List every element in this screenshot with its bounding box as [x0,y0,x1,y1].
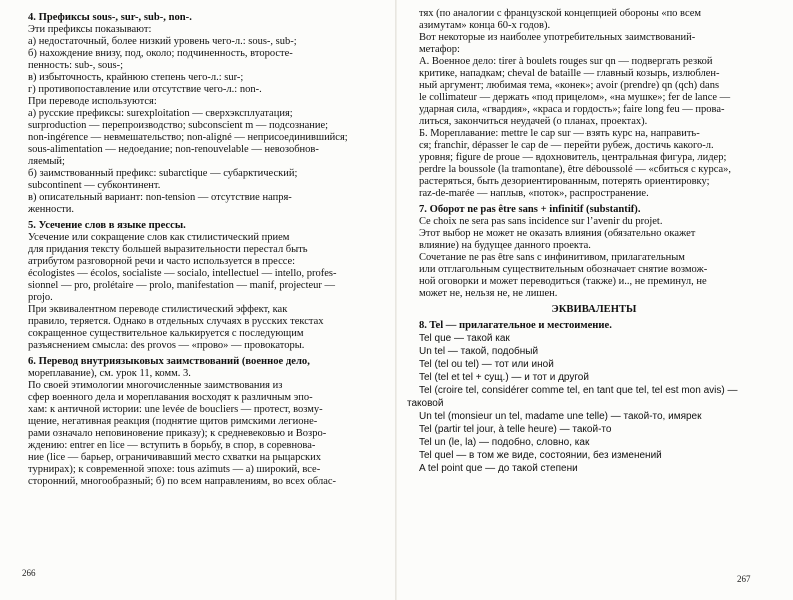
text-line: ляемый; [28,156,65,167]
text-line: А. Военное дело: tirer à boulets rouges sur qn — подвергать резкой [419,56,713,67]
text-line: щение, негативная реакция (поднятие щитов римскими легионе- [28,416,318,427]
equivalent-line: Tel que — такой как [419,333,510,344]
section-heading: 4. Префиксы sous-, sur-, sub-, non-. [28,12,192,23]
section-heading: 6. Перевод внутриязыковых заимствований (военное дело, [28,356,310,367]
text-line: Эти префиксы показывают: [28,24,152,35]
text-line: Усечение или сокращение слов как стилистический прием [28,232,290,243]
text-line: projo. [28,292,53,303]
equivalent-line: Tel (partir tel jour, à telle heure) — такой-то [419,424,612,435]
equivalent-line: Un tel (monsieur un tel, madame une telle) — такой-то, имярек [419,411,702,422]
text-line: женности. [28,204,75,215]
equivalent-line: Tel (tel ou tel) — тот или иной [419,359,554,370]
text-line: le collimateur — держать «под прицелом», «на мушке»; fer de lance — [419,92,731,103]
section-heading: 7. Оборот ne pas être sans + infinitif (substantif). [419,204,641,215]
page-number-right: 267 [737,574,751,584]
text-line: г) противопоставление или отсутствие чего-л.: non-. [28,84,262,95]
page-number-left: 266 [22,568,36,578]
text-line: ние (lice — барьер, ограничивавший место схватки на рыцарских [28,452,321,463]
text-line: в) избыточность, крайнюю степень чего-л.: sur-; [28,72,244,83]
text-line: ся; franchir, dépasser le cap de — перейти рубеж, достичь какого-л. [419,140,714,151]
text-line: сторонний, многообразный; б) по всем направлениям, во всех облас- [28,476,337,487]
equivalent-line: таковой [407,398,444,409]
equivalent-line: Tel (tel et tel + сущ.) — и тот и другой [419,372,589,383]
equivalent-line: Tel quel — в том же виде, состоянии, без изменений [419,450,662,461]
text-line: Б. Мореплавание: mettre le cap sur — взять курс на, направить- [419,128,700,139]
text-line: Сочетание ne pas être sans с инфинитивом, прилагательным [419,252,685,263]
text-line: raz-de-marée — наплыв, «поток», распространение. [419,188,649,199]
text-line: критике, нападкам; cheval de bataille — главный козырь, излюблен- [419,68,720,79]
text-line: Этот выбор не может не оказать влияния (обязательно окажет [419,228,696,239]
text-line: subcontinent — субконтинент. [28,180,161,191]
text-line: а) недостаточный, более низкий уровень чего-л.: sous-, sub-; [28,36,297,47]
text-line: может не, нельзя не, не лишен. [419,288,558,299]
equivalent-line: Un tel — такой, подобный [419,346,539,357]
text-line: écologistes — écolos, socialiste — socialo, intellectuel — intello, profes- [28,268,337,279]
text-line: сокращенное существительное калькируется с последующим [28,328,304,339]
text-line: sionnel — pro, prolétaire — prolo, manifestation — manif, projecteur — [28,280,336,291]
text-line: турнирах); к современной эпохе: tous azimuts — а) широкий, все- [28,464,321,475]
text-line: perdre la boussole (la tramontane), être déboussolé — «сбиться с курса», [419,164,732,175]
text-line: Вот некоторые из наиболее употребительных заимствований- [419,32,696,43]
text-line: При эквивалентном переводе стилистический эффект, как [28,304,288,315]
text-line: мореплавание), см. урок 11, комм. 3. [28,368,191,379]
text-line: sous-alimentation — недоедание; non-renouvelable — невозобнов- [28,144,319,155]
text-line: для придания тексту большей выразительности перестал быть [28,244,308,255]
text-line: ной оговорки и может переводиться (также) и.., не преминул, не [419,276,707,287]
text-line: литься, закончиться неудачей (о планах, проектах). [419,116,648,127]
text-line: тях (по аналогии с французской концепцией обороны «по всем [419,8,702,19]
section-heading: 8. Tel — прилагательное и местоимение. [419,320,612,331]
text-line: По своей этимологии многочисленные заимствования из [28,380,283,391]
equivalent-line: Tel (croire tel, considérer comme tel, en tant que tel, tel est mon avis) — [419,385,738,396]
text-line: уровня; figure de proue — вдохновитель, центральная фигура, лидер; [419,152,727,163]
equivalent-line: Tel un (le, la) — подобно, словно, как [419,437,590,448]
text-line: сфер военного дела и мореплавания восходят к различным эпо- [28,392,313,403]
text-line: атрибутом разговорной речи и часто используется в прессе: [28,256,296,267]
text-line: ударная сила, «гвардия», «краса и гордость»; faire long feu — прова- [419,104,725,115]
text-line: рами означало неповиновение приказу); к средневековью и Возро- [28,428,327,439]
text-line: или отглагольным существительным обозначает снятие возмож- [419,264,708,275]
chapter-heading: ЭКВИВАЛЕНТЫ [551,304,637,315]
text-line: хам: к античной истории: une levée de boucliers — протест, возму- [28,404,323,415]
text-line: При переводе используются: [28,96,157,107]
text-line: пенность: sub-, sous-; [28,60,124,71]
section-heading: 5. Усечение слов в языке прессы. [28,220,186,231]
text-line: б) нахождение внизу, под, около; подчиненность, второсте- [28,48,293,59]
text-line: non-ingérence — невмешательство; non-aligné — неприсоединившийся; [28,132,348,143]
equivalent-line: A tel point que — до такой степени [419,463,578,474]
text-line: растеряться, быть дезориентированным, потерять ориентировку; [419,176,710,187]
text-line: правило, теряется. Однако в отдельных случаях в русских текстах [28,316,324,327]
text-line: азимутам» конца 60-х годов). [419,20,551,31]
text-line: ждению: entrer en lice — вступить в борьбу, в спор, в соревнова- [28,440,316,451]
text-line: а) русские префиксы: surexploitation — сверхэксплуатация; [28,108,293,119]
left-page [0,0,396,600]
text-line: surproduction — перепроизводство; subconscient m — подсознание; [28,120,329,131]
text-line: влияние) на будущее данного проекта. [419,240,591,251]
right-page [397,0,793,600]
text-line: метафор: [419,44,460,55]
text-line: б) заимствованный префикс: subarctique — субарктический; [28,168,298,179]
text-line: разъяснением смысла: des provos — «прово» — провокаторы. [28,340,305,351]
text-line: в) описательный вариант: non-tension — отсутствие напря- [28,192,292,203]
left-page-text [28,8,372,488]
text-line: ный аргумент; любимая тема, «конек»; avoir (prendre) qn (qch) dans [419,80,720,91]
text-line: Ce choix ne sera pas sans incidence sur l’avenir du projet. [419,216,663,227]
right-page-text [407,8,769,475]
